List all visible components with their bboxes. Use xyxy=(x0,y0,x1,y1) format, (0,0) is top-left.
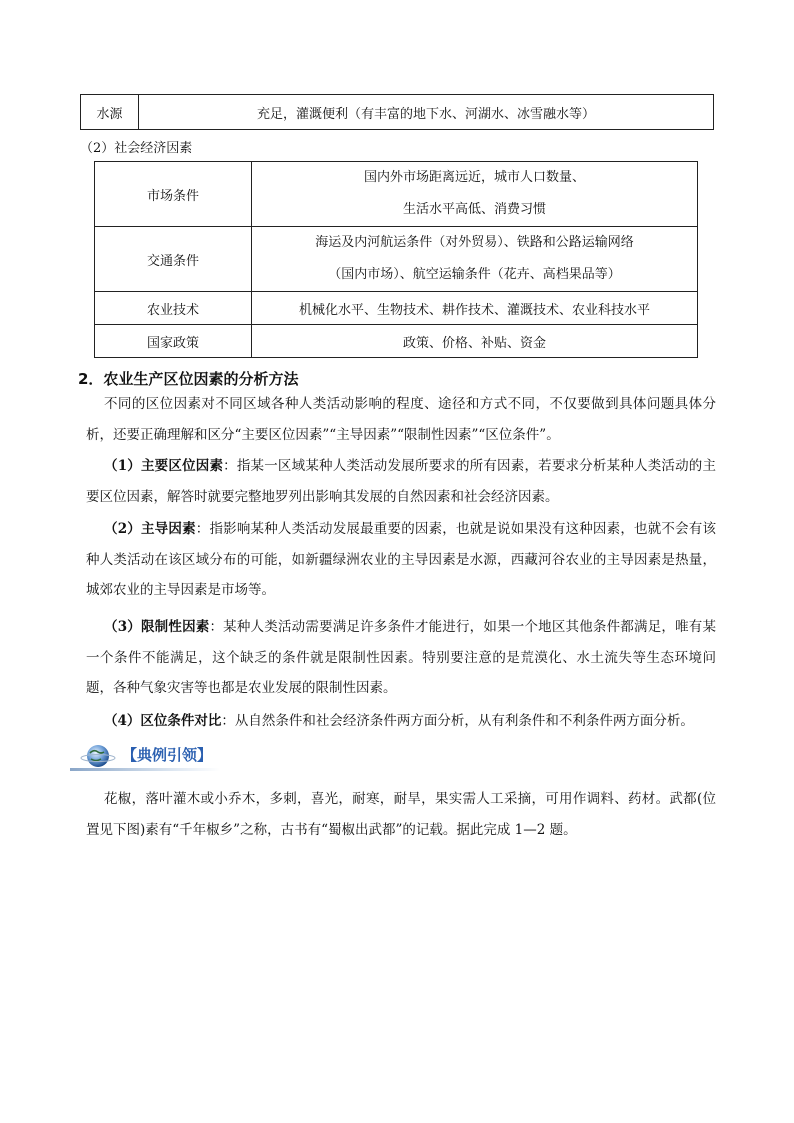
table-key-cell: 市场条件 xyxy=(95,162,252,227)
table-value-cell: 政策、价格、补贴、资金 xyxy=(252,325,698,358)
factor-label: （4）区位条件对比 xyxy=(104,713,222,729)
table-key-cell: 水源 xyxy=(81,95,139,130)
section-title: 2．农业生产区位因素的分析方法 xyxy=(78,370,299,388)
intro-paragraph: 不同的区位因素对不同区域各种人类活动影响的程度、途径和方式不同，不仅要做到具体问题具体分析，还要正确理解和区分“主要区位因素”“主导因素”“限制性因素”“区位条件”。 xyxy=(86,396,716,443)
factor-label: （2）主导因素 xyxy=(104,521,196,537)
cell-line: 国内外市场距离远近，城市人口数量、 xyxy=(363,170,585,185)
table-value-cell xyxy=(252,227,698,292)
badge-label: 【典例引领】 xyxy=(122,746,213,764)
factor-text: ：指影响某种人类活动发展最重要的因素，也就是说如果没有这种因素，也就不会有该种人类活动在该区域分布的可能，如新疆绿洲农业的主导因素是水源，西藏河谷农业的主导因素是热量，城郊农业的主导因素是市场等。 xyxy=(86,521,716,598)
factor-text: ：指某一区域某种人类活动发展所要求的所有因素，若要求分析某种人类活动的主要区位因素，解答时就要完整地罗列出影响其发展的自然因素和社会经济因素。 xyxy=(86,458,716,505)
factor-paragraph xyxy=(86,451,716,512)
table-value-cell: 充足，灌溉便利（有丰富的地下水、河湖水、冰雪融水等） xyxy=(139,95,714,130)
factor-paragraph xyxy=(86,514,716,606)
factor-label: （1）主要区位因素 xyxy=(104,458,224,474)
table-key-cell: 交通条件 xyxy=(95,227,252,292)
factor-paragraph xyxy=(86,706,716,737)
socioeconomic-factors-table xyxy=(94,161,698,358)
factor-text: ：某种人类活动需要满足许多条件才能进行，如果一个地区其他条件都满足，唯有某一个条件不能满足，这个缺乏的条件就是限制性因素。特别要注意的是荒漠化、水土流失等生态环境问题，各种气象灾害等也都是农业发展的限制性因素。 xyxy=(86,619,716,696)
cell-line: 海运及内河航运条件（对外贸易）、铁路和公路运输网络 xyxy=(315,235,634,250)
table-value-cell xyxy=(252,162,698,227)
example-paragraph: 花椒，落叶灌木或小乔木，多刺，喜光，耐寒，耐旱，果实需人工采摘，可用作调料、药材。武都(位置见下图)素有“千年椒乡”之称，古书有“蜀椒出武都”的记载。据此完成 1—2 题。 xyxy=(86,791,716,838)
cell-line: 生活水平高低、消费习惯 xyxy=(402,202,546,217)
factor-label: （3）限制性因素 xyxy=(104,619,210,635)
table-key-cell: 农业技术 xyxy=(95,292,252,325)
factor-paragraph xyxy=(86,612,716,704)
factor-text: ：从自然条件和社会经济条件两方面分析，从有利条件和不利条件两方面分析。 xyxy=(221,713,694,729)
table-row xyxy=(81,95,714,130)
table-value-cell: 机械化水平、生物技术、耕作技术、灌溉技术、农业科技水平 xyxy=(252,292,698,325)
table-key-cell: 国家政策 xyxy=(95,325,252,358)
cell-line: （国内市场）、航空运输条件（花卉、高档果品等） xyxy=(328,267,621,282)
example-badge xyxy=(70,744,230,774)
table-row xyxy=(95,227,698,292)
table-row xyxy=(95,292,698,325)
water-source-table xyxy=(80,94,714,130)
table-row xyxy=(95,162,698,227)
subheading: （2）社会经济因素 xyxy=(80,141,193,156)
table-row xyxy=(95,325,698,358)
globe-icon xyxy=(80,742,116,772)
